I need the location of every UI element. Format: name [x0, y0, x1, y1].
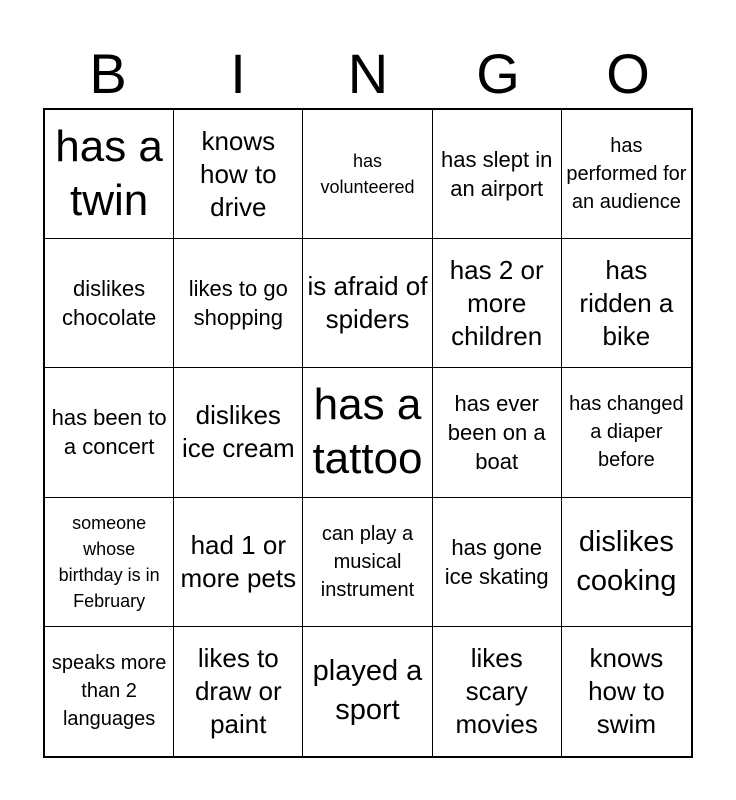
- bingo-cell-r5-c5[interactable]: [562, 627, 691, 756]
- bingo-cell-r5-c2[interactable]: [174, 627, 303, 756]
- bingo-cell-r4-c3[interactable]: [303, 498, 432, 627]
- cell-label: has changed a diaper before: [569, 393, 684, 472]
- cell-label: had 1 or more pets: [180, 529, 297, 593]
- bingo-cell-r5-c3[interactable]: [303, 627, 432, 756]
- header-letter-n: N: [347, 42, 389, 105]
- bingo-cell-r5-c1[interactable]: [45, 627, 174, 756]
- bingo-cell-r4-c2[interactable]: [174, 498, 303, 627]
- bingo-cell-r2-c4[interactable]: [433, 239, 562, 368]
- cell-label: can play a musical instrument: [320, 522, 415, 601]
- bingo-header: [43, 40, 693, 108]
- cell-label: dislikes chocolate: [62, 276, 157, 331]
- cell-label: has slept in an airport: [441, 147, 553, 202]
- cell-label: dislikes ice cream: [181, 400, 295, 464]
- header-letter-o: O: [606, 42, 650, 105]
- cell-label: has gone ice skating: [444, 534, 549, 589]
- cell-label: speaks more than 2 languages: [51, 652, 167, 731]
- cell-label: someone whose birthday is in February: [58, 512, 160, 611]
- bingo-cell-r5-c4[interactable]: [433, 627, 562, 756]
- cell-label: has been to a concert: [51, 405, 167, 460]
- bingo-cell-r2-c2[interactable]: [174, 239, 303, 368]
- bingo-cell-r4-c5[interactable]: [562, 498, 691, 627]
- cell-label: likes to draw or paint: [194, 642, 282, 739]
- header-letter-g: G: [476, 42, 520, 105]
- bingo-cell-r3-c4[interactable]: [433, 368, 562, 497]
- header-letter-i: I: [230, 42, 246, 105]
- cell-label: has a twin: [55, 122, 163, 226]
- bingo-cell-r1-c1[interactable]: [45, 110, 174, 239]
- cell-label: has performed for an audience: [566, 135, 687, 214]
- cell-label: likes to go shopping: [188, 276, 288, 331]
- header-letter-b: B: [89, 42, 127, 105]
- cell-label: has ridden a bike: [579, 254, 674, 351]
- bingo-cell-r1-c4[interactable]: [433, 110, 562, 239]
- bingo-board: [43, 108, 693, 758]
- bingo-cell-r4-c1[interactable]: [45, 498, 174, 627]
- cell-label: has 2 or more children: [449, 254, 544, 351]
- bingo-cell-r3-c1[interactable]: [45, 368, 174, 497]
- bingo-cell-r2-c3[interactable]: [303, 239, 432, 368]
- cell-label: played a sport: [312, 655, 423, 727]
- cell-label: knows how to swim: [588, 642, 665, 739]
- cell-label: knows how to drive: [199, 125, 277, 222]
- bingo-cell-r2-c1[interactable]: [45, 239, 174, 368]
- cell-label: dislikes cooking: [576, 525, 677, 597]
- cell-label: has ever been on a boat: [447, 390, 546, 474]
- bingo-cell-r3-c3[interactable]: [303, 368, 432, 497]
- cell-label: likes scary movies: [455, 642, 538, 739]
- cell-label: has volunteered: [320, 151, 415, 198]
- bingo-cell-r1-c5[interactable]: [562, 110, 691, 239]
- cell-label: is afraid of spiders: [307, 271, 428, 335]
- bingo-cell-r4-c4[interactable]: [433, 498, 562, 627]
- bingo-cell-r1-c3[interactable]: [303, 110, 432, 239]
- bingo-cell-r2-c5[interactable]: [562, 239, 691, 368]
- cell-label: has a tattoo: [312, 380, 423, 484]
- bingo-cell-r3-c5[interactable]: [562, 368, 691, 497]
- bingo-cell-r1-c2[interactable]: [174, 110, 303, 239]
- bingo-cell-r3-c2[interactable]: [174, 368, 303, 497]
